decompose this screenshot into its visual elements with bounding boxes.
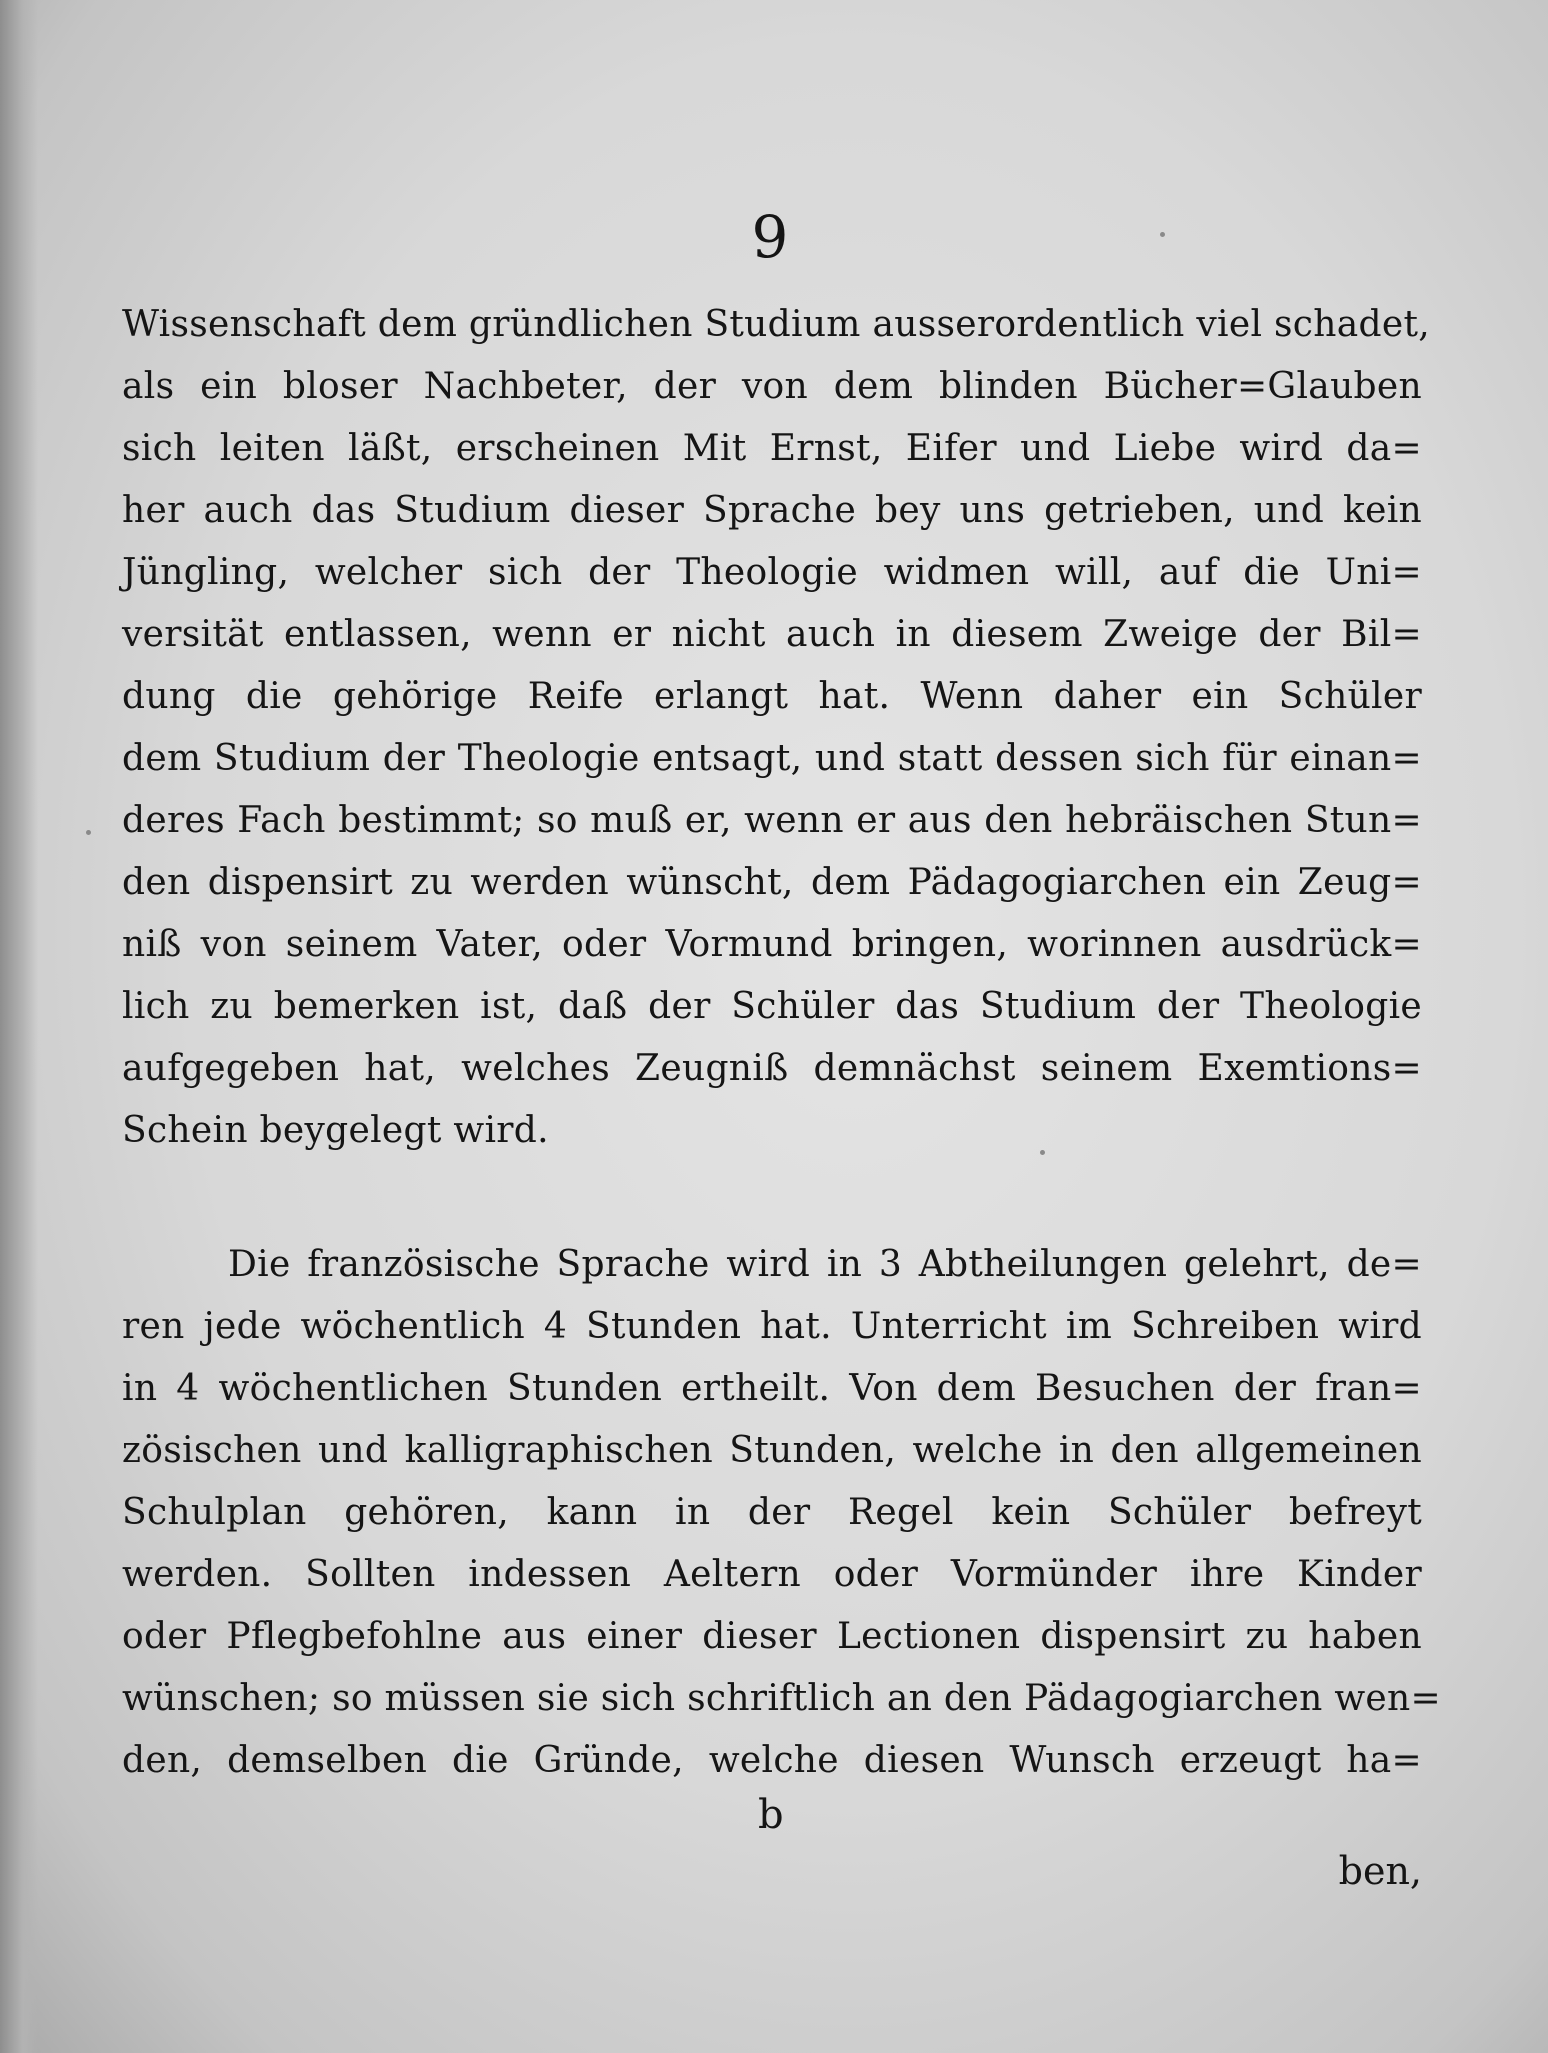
text-line: lich zu bemerken ist, daß der Schüler das Studium der Theologie: [122, 986, 1422, 1027]
text-line: werden. Sollten indessen Aeltern oder Vormünder ihre Kinder: [122, 1554, 1422, 1595]
text-line: her auch das Studium dieser Sprache bey uns getrieben, und kein: [122, 490, 1422, 531]
text-line: wünschen; so müssen sie sich schriftlich an den Pädagogiarchen wen=: [122, 1678, 1441, 1719]
text-line: oder Pflegbefohlne aus einer dieser Lectionen dispensirt zu haben: [122, 1616, 1422, 1657]
text-line: als ein bloser Nachbeter, der von dem blinden Bücher=Glauben: [122, 366, 1422, 407]
signature-mark: b: [758, 1792, 784, 1838]
paper-speck: [1160, 232, 1165, 237]
text-line: versität entlassen, wenn er nicht auch in diesem Zweige der Bil=: [122, 614, 1422, 655]
text-line: ren jede wöchentlich 4 Stunden hat. Unterricht im Schreiben wird: [122, 1306, 1422, 1347]
paper-speck: [86, 830, 91, 835]
text-line: Schein beygelegt wird.: [122, 1110, 549, 1151]
paper-speck: [1040, 1150, 1045, 1155]
text-line: Jüngling, welcher sich der Theologie widmen will, auf die Uni=: [122, 552, 1422, 593]
text-line: Wissenschaft dem gründlichen Studium ausserordentlich viel schadet,: [122, 304, 1430, 345]
text-line: aufgegeben hat, welches Zeugniß demnächst seinem Exemtions=: [122, 1048, 1422, 1089]
text-line: den dispensirt zu werden wünscht, dem Pädagogiarchen ein Zeug=: [122, 862, 1422, 903]
page-edge-shadow: [0, 0, 38, 2053]
text-line: sich leiten läßt, erscheinen Mit Ernst, Eifer und Liebe wird da=: [122, 428, 1422, 469]
text-line: den, demselben die Gründe, welche diesen Wunsch erzeugt ha=: [122, 1740, 1422, 1781]
catchword: ben,: [1338, 1849, 1422, 1893]
text-line: zösischen und kalligraphischen Stunden, welche in den allgemeinen: [122, 1430, 1422, 1471]
text-line: niß von seinem Vater, oder Vormund bringen, worinnen ausdrück=: [122, 924, 1422, 965]
page-number: 9: [751, 203, 789, 271]
text-line: dung die gehörige Reife erlangt hat. Wenn daher ein Schüler: [122, 676, 1422, 717]
text-line: Die französische Sprache wird in 3 Abtheilungen gelehrt, de=: [228, 1244, 1422, 1285]
text-line: in 4 wöchentlichen Stunden ertheilt. Von dem Besuchen der fran=: [122, 1368, 1422, 1409]
text-line: Schulplan gehören, kann in der Regel kein Schüler befreyt: [122, 1492, 1422, 1533]
text-line: deres Fach bestimmt; so muß er, wenn er aus den hebräischen Stun=: [122, 800, 1422, 841]
text-line: dem Studium der Theologie entsagt, und statt dessen sich für einan=: [122, 738, 1422, 779]
